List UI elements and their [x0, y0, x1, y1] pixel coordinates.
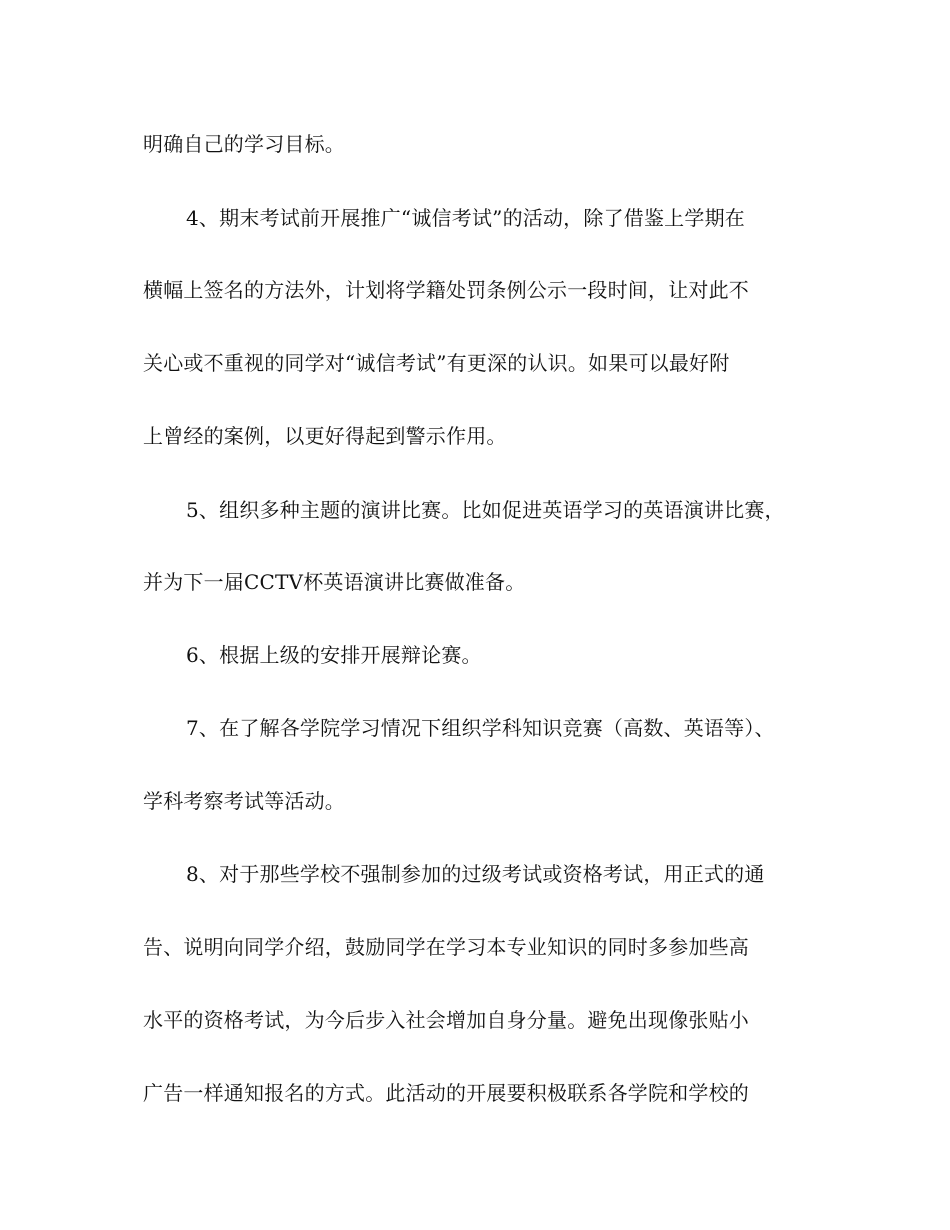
text-line-11: 8、对于那些学校不强制参加的过级考试或资格考试，用正式的通 [186, 862, 765, 886]
text-line-3: 横幅上签名的方法外，计划将学籍处罚条例公示一段时间，让对此不 [143, 278, 749, 302]
text-line-1: 明确自己的学习目标。 [143, 132, 345, 156]
text-line-14: 广告一样通知报名的方式。此活动的开展要积极联系各学院和学校的 [143, 1081, 749, 1105]
text-line-4: 关心或不重视的同学对“诚信考试”有更深的认识。如果可以最好附 [143, 351, 730, 375]
text-line-12: 告、说明向同学介绍，鼓励同学在学习本专业知识的同时多参加些高 [143, 935, 749, 959]
text-line-9: 7、在了解各学院学习情况下组织学科知识竞赛（高数、英语等）、 [186, 716, 775, 740]
text-line-8: 6、根据上级的安排开展辩论赛。 [186, 643, 482, 667]
text-line-6: 5、组织多种主题的演讲比赛。比如促进英语学习的英语演讲比赛， [186, 498, 785, 522]
text-line-10: 学科考察考试等活动。 [143, 789, 345, 813]
text-line-7: 并为下一届CCTV杯英语演讲比赛做准备。 [143, 570, 526, 594]
text-line-2: 4、期末考试前开展推广“诚信考试”的活动，除了借鉴上学期在 [186, 206, 745, 230]
text-line-5: 上曾经的案例，以更好得起到警示作用。 [143, 424, 507, 448]
text-line-13: 水平的资格考试，为今后步入社会增加自身分量。避免出现像张贴小 [143, 1008, 749, 1032]
